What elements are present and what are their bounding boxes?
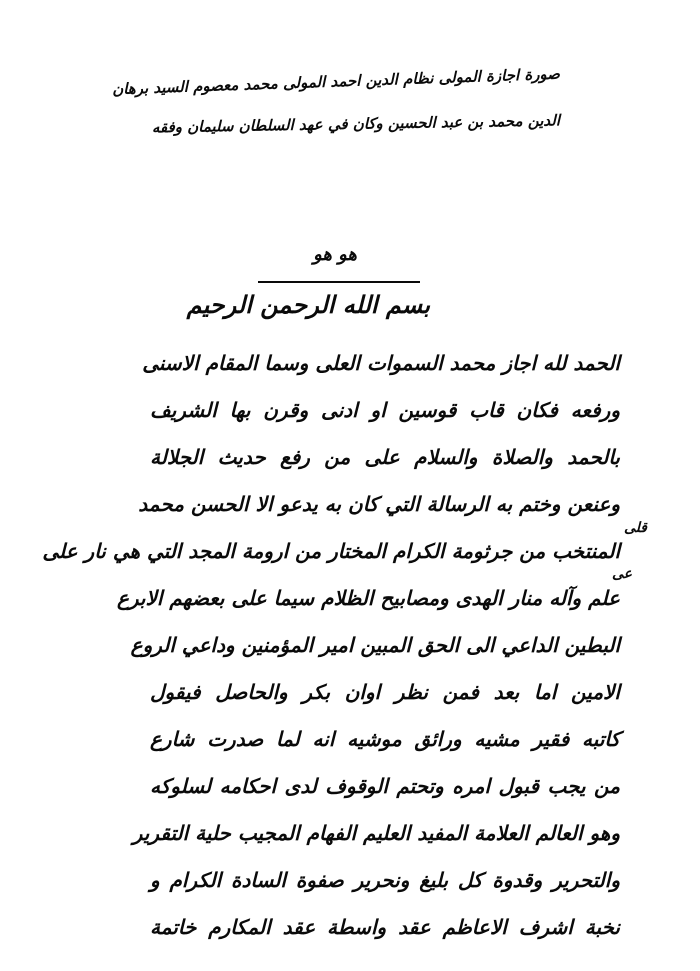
text-line: والتحرير وقدوة كل بليغ ونحرير صفوة السادة الكرام و: [150, 868, 620, 892]
text-line: البطين الداعي الى الحق المبين امير المؤمنين وداعي الروع: [130, 633, 620, 657]
text-line: بالحمد والصلاة والسلام على من رفع حديث الجلالة: [150, 445, 620, 469]
basmala-heading: بسم الله الرحمن الرحيم: [186, 290, 430, 319]
margin-flourish: قلى: [624, 520, 647, 536]
header-note-line-1: صورة اجازة المولى نظام الدين احمد المولى محمد معصوم السيد برهان: [111, 64, 561, 99]
text-line: علم وآله منار الهدى ومصابيح الظلام سيما على بعضهم الابرع: [116, 586, 620, 610]
text-line: نخبة اشرف الاعاظم عقد واسطة عقد المكارم خاتمة: [150, 915, 620, 939]
text-line: الحمد لله اجاز محمد السموات العلى وسما المقام الاسنى: [142, 351, 620, 375]
text-line: الامين اما بعد فمن نظر اوان بكر والحاصل فيقول: [150, 680, 620, 704]
text-line: وهو العالم العلامة المفيد العليم الفهام المجيب حلية التقرير: [132, 821, 620, 845]
text-line: كاتبه فقير مشيه ورائق موشيه انه لما صدرت شارع: [150, 727, 620, 751]
text-line: وعنعن وختم به الرسالة التي كان به يدعو الا الحسن محمد: [138, 492, 620, 516]
text-line: من يجب قبول امره وتحتم الوقوف لدى احكامه لسلوكه: [150, 774, 620, 798]
header-note-line-2: الدين محمد بن عبد الحسين وكان في عهد السلطان سليمان وفقه: [151, 111, 561, 137]
huwa-invocation: هو هو: [313, 244, 357, 265]
text-line: ورفعه فكان قاب قوسين او ادنى وقرن بها الشريف: [150, 398, 620, 422]
margin-flourish: عى: [612, 566, 633, 582]
text-line: المنتخب من جرثومة الكرام المختار من ارومة المجد التي هي نار على: [42, 539, 620, 563]
title-rule: [258, 281, 420, 283]
